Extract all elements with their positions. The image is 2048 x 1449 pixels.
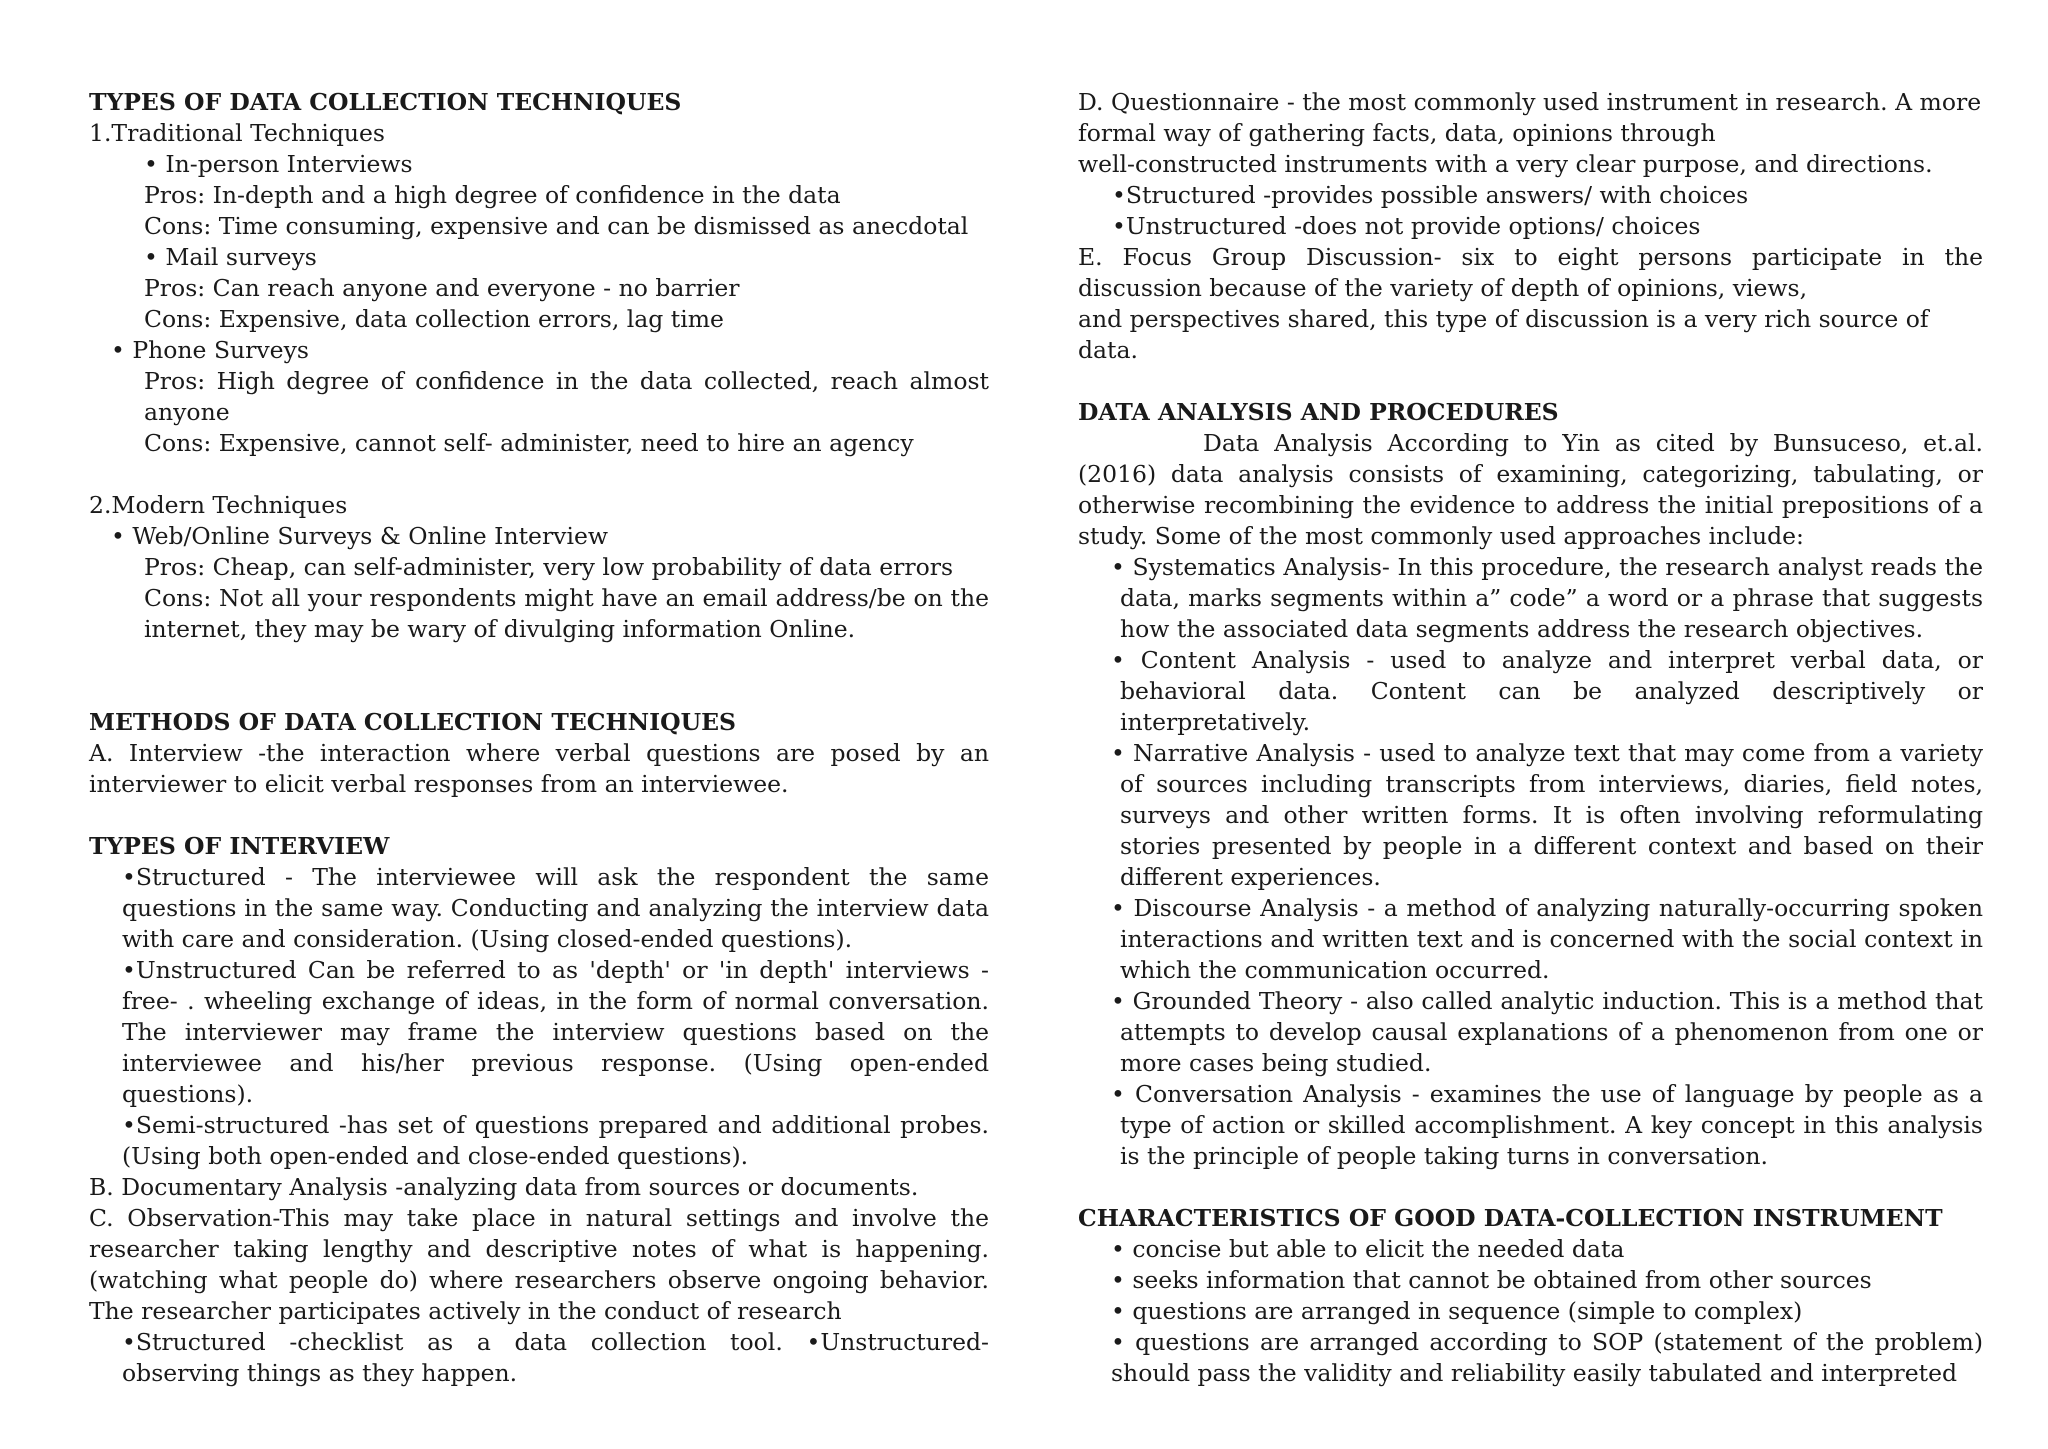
traditional-item-label: • Phone Surveys: [111, 336, 309, 364]
traditional-item-pros: Pros: High degree of confidence in the data collected, reach almost anyone: [144, 367, 989, 426]
characteristics-heading: CHARACTERISTICS OF GOOD DATA-COLLECTION INSTRUMENT: [1078, 1204, 1943, 1232]
analysis-item-narrative: • Narrative Analysis - used to analyze text that may come from a variety of sources including transcripts from interviews, diaries, field notes, surveys and other written forms. It is often involving reformulating stories presented by people in a different context and based on their different experiences.: [1111, 739, 1983, 891]
analysis-heading: DATA ANALYSIS AND PROCEDURES: [1078, 398, 1559, 426]
interview-heading: TYPES OF INTERVIEW: [89, 832, 390, 860]
interview-type-unstructured: •Unstructured Can be referred to as 'depth' or 'in depth' interviews -free- . wheeling exchange of ideas, in the form of normal conversation. The interviewer may frame the interview questions based on the interviewee and his/her previous response. (Using open-ended questions).: [122, 956, 989, 1108]
questionnaire-type-structured: •Structured -provides possible answers/ with choices: [1112, 181, 1749, 209]
method-c-text: C. Observation-This may take place in natural settings and involve the researcher taking lengthy and descriptive notes of what is happening. (watching what people do) where researchers observe ongoing behavior. The researcher participates actively in the conduct of research: [89, 1204, 989, 1325]
modern-item-label: • Web/Online Surveys & Online Interview: [111, 522, 608, 550]
traditional-item-cons: Cons: Time consuming, expensive and can be dismissed as anecdotal: [144, 212, 969, 240]
spacer: [1078, 366, 1983, 397]
traditional-item-pros: Pros: In-depth and a high degree of confidence in the data: [144, 181, 841, 209]
method-d-continued: well-constructed instruments with a very clear purpose, and directions.: [1078, 150, 1933, 178]
characteristic-item: • concise but able to elicit the needed data: [1111, 1235, 1625, 1263]
spacer: [89, 459, 989, 490]
analysis-item-conversation: • Conversation Analysis - examines the use of language by people as a type of action or skilled accomplishment. A key concept in this analysis is the principle of people taking turns in conversation.: [1111, 1080, 1983, 1170]
analysis-item-content: • Content Analysis - used to analyze and interpret verbal data, or behavioral data. Content can be analyzed descriptively or interpretatively.: [1111, 646, 1983, 736]
characteristic-item: • seeks information that cannot be obtained from other sources: [1111, 1266, 1872, 1294]
modern-heading: 2.Modern Techniques: [89, 491, 348, 519]
spacer: [1078, 1172, 1983, 1203]
questionnaire-type-unstructured: •Unstructured -does not provide options/ choices: [1112, 212, 1701, 240]
methods-heading: METHODS OF DATA COLLECTION TECHNIQUES: [89, 708, 736, 736]
right-column: [1078, 87, 1983, 1389]
traditional-item-label: • In-person Interviews: [144, 150, 413, 178]
analysis-intro: Data Analysis According to Yin as cited by Bunsuceso, et.al. (2016) data analysis consists of examining, categorizing, tabulating, or otherwise recombining the evidence to address the initial prepositions of a study. Some of the most commonly used approaches include:: [1078, 429, 1983, 550]
method-b-text: B. Documentary Analysis -analyzing data from sources or documents.: [89, 1173, 919, 1201]
analysis-item-grounded-theory: • Grounded Theory - also called analytic induction. This is a method that attempts to develop causal explanations of a phenomenon from one or more cases being studied.: [1111, 987, 1983, 1077]
modern-item-cons: Cons: Not all your respondents might have an email address/be on the internet, they may be wary of divulging information Online.: [144, 584, 989, 643]
left-column: [89, 87, 989, 1389]
characteristic-item: • questions are arranged according to SOP (statement of the problem) should pass the validity and reliability easily tabulated and interpreted: [1111, 1328, 1983, 1387]
method-d-text: D. Questionnaire - the most commonly used instrument in research. A more formal way of gathering facts, data, opinions through: [1078, 88, 1982, 147]
traditional-heading: 1.Traditional Techniques: [89, 119, 385, 147]
observation-types: •Structured -checklist as a data collection tool. •Unstructured-observing things as they happen.: [122, 1328, 989, 1387]
traditional-item-pros: Pros: Can reach anyone and everyone - no barrier: [144, 274, 740, 302]
interview-type-structured: •Structured - The interviewee will ask the respondent the same questions in the same way. Conducting and analyzing the interview data with care and consideration. (Using closed-ended questions).: [122, 863, 989, 953]
spacer: [89, 800, 989, 831]
method-e-text: E. Focus Group Discussion- six to eight persons participate in the discussion because of the variety of depth of opinions, views,: [1078, 243, 1983, 302]
traditional-item-cons: Cons: Expensive, data collection errors, lag time: [144, 305, 724, 333]
interview-type-semi-structured: •Semi-structured -has set of questions prepared and additional probes. (Using both open-ended and close-ended questions).: [122, 1111, 989, 1170]
modern-item-pros: Pros: Cheap, can self-administer, very low probability of data errors: [144, 553, 954, 581]
traditional-item-label: • Mail surveys: [144, 243, 317, 271]
analysis-item-systematics: • Systematics Analysis- In this procedure, the research analyst reads the data, marks segments within a” code” a word or a phrase that suggests how the associated data segments address the research objectives.: [1111, 553, 1983, 643]
method-e-continued: and perspectives shared, this type of discussion is a very rich source of data.: [1078, 305, 1929, 364]
characteristic-item: • questions are arranged in sequence (simple to complex): [1111, 1297, 1803, 1325]
types-heading: TYPES OF DATA COLLECTION TECHNIQUES: [89, 88, 682, 116]
method-a-text: A. Interview -the interaction where verbal questions are posed by an interviewer to elicit verbal responses from an interviewee.: [89, 739, 989, 798]
spacer: [89, 645, 989, 707]
analysis-item-discourse: • Discourse Analysis - a method of analyzing naturally-occurring spoken interactions and written text and is concerned with the social context in which the communication occurred.: [1111, 894, 1983, 984]
traditional-item-cons: Cons: Expensive, cannot self- administer, need to hire an agency: [144, 429, 914, 457]
